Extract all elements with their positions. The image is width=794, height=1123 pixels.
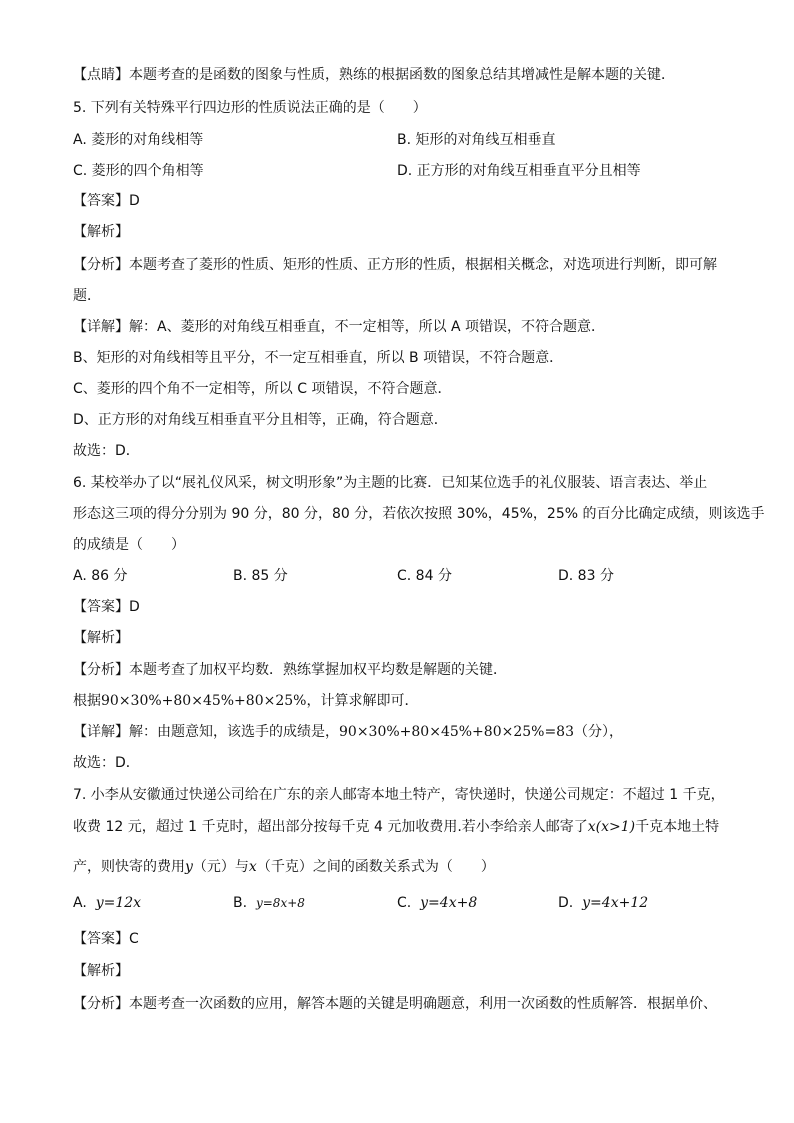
q7-option-b-formula: y=8x+8 [255,896,305,910]
q7-option-a-label: A. [73,895,87,911]
q7-option-d-formula: y=4x+12 [582,895,649,911]
q5-jiexi-label: 【解析】 [73,224,129,240]
q7-option-d-label: D. [558,895,574,911]
q5-analysis-1: 【分析】本题考查了菱形的性质、矩形的性质、正方形的性质，根据相关概念，对选项进行判断，即可解 [73,257,717,273]
question-7-stem-1: 7. 小李从安徽通过快递公司给在广东的亲人邮寄本地土特产，寄快递时，快递公司规定：不超过 1 千克， [73,787,725,803]
q7-option-a-formula: y=12x [95,895,142,911]
q7-option-a [73,893,141,913]
q7-stem-3-part-b: （元）与 [192,859,249,875]
q7-stem-2-variable: x(x>1) [587,819,636,835]
q6-option-b: B. 85 分 [233,568,288,584]
q6-option-c: C. 84 分 [397,568,452,584]
question-5-stem: 5. 下列有关特殊平行四边形的性质说法正确的是（ ） [73,100,427,116]
q5-option-c: C. 菱形的四个角相等 [73,163,204,179]
q5-option-b: B. 矩形的对角线互相垂直 [397,132,556,148]
question-6-stem-2: 形态这三项的得分分别为 90 分，80 分，80 分，若依次按照 30%，45%，25% 的百分比确定成绩，则该选手 [73,506,765,522]
q6-answer: 【答案】D [73,599,140,615]
q7-answer: 【答案】C [73,931,139,947]
q5-detail-2: B、矩形的对角线相等且平分，不一定互相垂直，所以 B 项错误，不符合题意． [73,350,564,366]
q6-method-prefix: 根据 [73,693,101,709]
q5-option-d: D. 正方形的对角线互相垂直平分且相等 [397,163,641,179]
q7-option-d [558,893,648,913]
q5-detail-3: C、菱形的四个角不一定相等，所以 C 项错误，不符合题意． [73,381,452,397]
q6-detail-prefix: 【详解】解：由题意知，该选手的成绩是， [73,724,339,740]
dianjing-line: 【点睛】本题考查的是函数的图象与性质，熟练的根据函数的图象总结其增减性是解本题的关键． [73,67,675,83]
question-6-stem-1: 6. 某校举办了以“展礼仪风采，树文明形象”为主题的比赛．已知某位选手的礼仪服装、语言表达、举止 [73,475,708,491]
q7-stem-3-y: y [185,859,193,875]
q5-detail-1: 【详解】解：A、菱形的对角线互相垂直，不一定相等，所以 A 项错误，不符合题意． [73,319,606,335]
q7-option-c-formula: y=4x+8 [420,895,478,911]
q6-analysis: 【分析】本题考查了加权平均数．熟练掌握加权平均数是解题的关键． [73,662,507,678]
q7-option-b [233,893,305,913]
q6-option-a: A. 86 分 [73,568,128,584]
q7-stem-2-prefix: 收费 12 元，超过 1 千克时，超出部分按每千克 4 元加收费用.若小李给亲人邮寄了 [73,819,588,835]
q7-option-c [397,893,477,913]
q6-choice: 故选：D． [73,755,140,771]
question-7-stem-3 [73,857,495,877]
q6-option-d: D. 83 分 [558,568,614,584]
question-7-stem-2 [73,817,719,837]
q6-method-suffix: ，计算求解即可． [306,693,419,709]
q7-stem-2-suffix: 千克本地土特 [635,819,720,835]
q7-jiexi-label: 【解析】 [73,963,129,979]
q7-option-c-label: C. [397,895,412,911]
q7-stem-3-x: x [248,859,257,875]
q6-jiexi-label: 【解析】 [73,630,129,646]
q6-detail-suffix: （分）， [574,724,623,740]
question-6-stem-3: 的成绩是（ ） [73,537,185,553]
q5-answer: 【答案】D [73,193,140,209]
q6-method-formula: 90×30%+80×45%+80×25% [101,693,307,709]
q5-option-a: A. 菱形的对角线相等 [73,132,204,148]
q6-detail-formula: 90×30%+80×45%+80×25%=83 [339,724,574,740]
q7-analysis: 【分析】本题考查一次函数的应用，解答本题的关键是明确题意，利用一次函数的性质解答．根据单价、 [73,996,717,1012]
q7-option-b-label: B. [233,895,248,911]
q6-method-line [73,691,418,711]
q7-stem-3-part-a: 产，则快寄的费用 [73,859,185,875]
q5-choice: 故选：D． [73,443,140,459]
q5-detail-4: D、正方形的对角线互相垂直平分且相等，正确，符合题意． [73,412,448,428]
q7-stem-3-part-c: （千克）之间的函数关系式为（ ） [256,859,495,875]
q6-detail-line [73,722,623,742]
q5-analysis-2: 题． [73,288,101,304]
